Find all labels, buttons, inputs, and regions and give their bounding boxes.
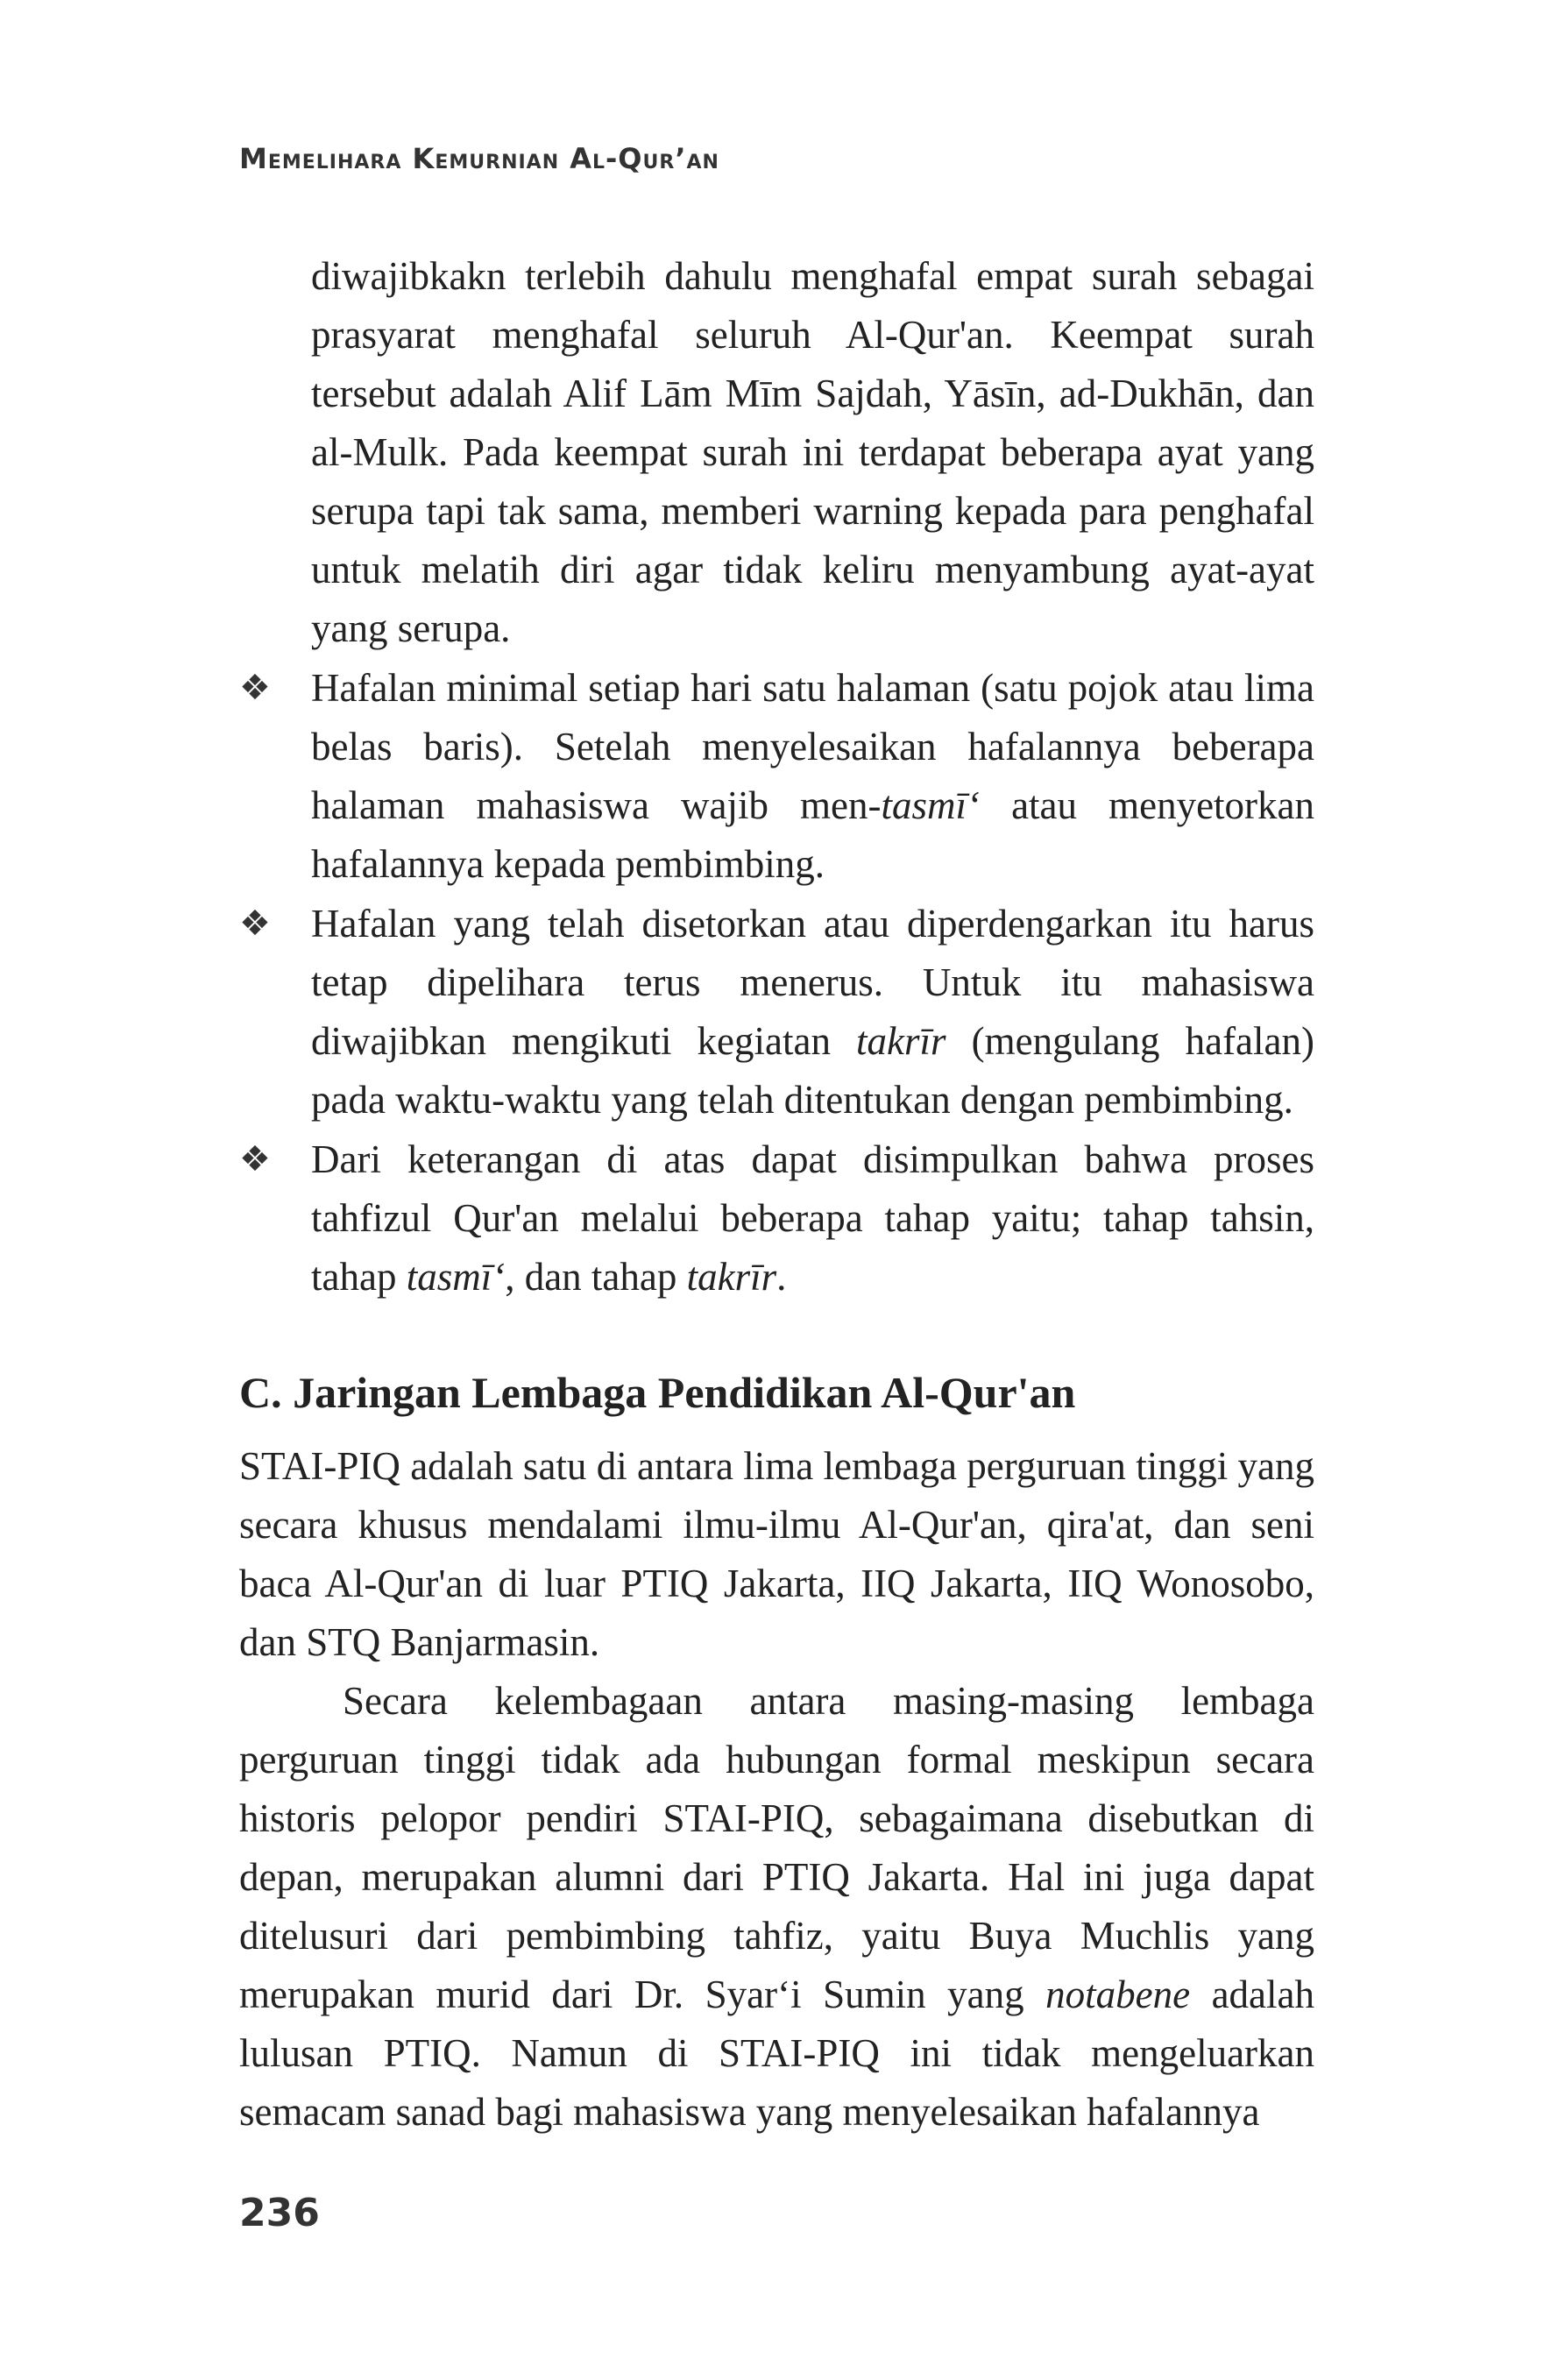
page-number: 236 — [239, 2191, 320, 2235]
bullet-1-text-a: Hafalan minimal setiap hari satu halaman (satu pojok atau lima belas baris). Setelah menyelesaikan hafalannya beberapa halaman mahasiswa wajib men- — [311, 666, 1314, 827]
bullet-2-text-c: (mengulang hafalan) pada waktu-waktu yang telah ditentukan dengan pembimbing. — [311, 1019, 1314, 1122]
bullet-item-2 — [239, 895, 1314, 1130]
diamond-bullet-icon: ❖ — [239, 903, 271, 944]
bullet-1-term: tasmī‘ — [881, 783, 981, 827]
bullet-3-text-a: Dari keterangan di atas dapat disimpulkan bahwa proses tahfizul Qur'an melalui beberapa tahap yaitu; tahap tahsin, tahap — [311, 1137, 1314, 1299]
bullet-2-term: takrīr — [856, 1019, 946, 1063]
bullet-3-term-1: tasmī‘ — [406, 1255, 506, 1299]
bullet-1-text-c: atau menyetorkan hafalannya kepada pembimbing. — [311, 783, 1315, 886]
section-heading: C. Jaringan Lembaga Pendidikan Al-Qur'an — [239, 1368, 1076, 1417]
bullet-3-term-2: takrīr — [686, 1255, 777, 1299]
paragraph-2-text-c: adalah lulusan PTIQ. Namun di STAI-PIQ ini tidak mengeluarkan semacam sanad bagi mahasiswa yang menyelesaikan hafalannya — [239, 1973, 1315, 2134]
paragraph-1: STAI-PIQ adalah satu di antara lima lembaga perguruan tinggi yang secara khusus mendalami ilmu-ilmu Al-Qur'an, qira'at, dan seni baca Al-Qur'an di luar PTIQ Jakarta, IIQ Jakarta, IIQ Wonosobo, dan STQ Banjarmasin. — [239, 1444, 1314, 1664]
bullet-2-text-a: Hafalan yang telah disetorkan atau diperdengarkan itu harus tetap dipelihara terus menerus. Untuk itu mahasiswa diwajibkan mengikuti kegiatan — [311, 902, 1314, 1063]
diamond-bullet-icon: ❖ — [239, 668, 271, 708]
bullet-3-text-c: , dan tahap — [505, 1255, 687, 1299]
bullet-3-text-e: . — [776, 1255, 787, 1299]
diamond-bullet-icon: ❖ — [239, 1139, 271, 1179]
paragraph-2-text-a: Secara kelembagaan antara masing-masing lembaga perguruan tinggi tidak ada hubungan formal meskipun secara historis pelopor pendiri STAI-PIQ, sebagaimana disebutkan di depan, merupakan alumni dari PTIQ Jakarta. Hal ini juga dapat ditelusuri dari pembimbing tahfiz, yaitu Buya Muchlis yang merupakan murid dari Dr. Syar‘i Sumin yang — [239, 1679, 1314, 2016]
running-header: Memelihara Kemurnian Al-Qur’an — [239, 142, 719, 175]
bullet-item-1 — [239, 659, 1315, 894]
continued-paragraph: diwajibkakn terlebih dahulu menghafal empat surah sebagai prasyarat menghafal seluruh Al-Qur'an. Keempat surah tersebut adalah Alif Lām Mīm Sajdah, Yāsīn, ad-Dukhān, dan al-Mulk. Pada keempat surah ini terdapat beberapa ayat yang serupa tapi tak sama, memberi warning kepada para penghafal untuk melatih diri agar tidak keliru menyambung ayat-ayat yang serupa. — [311, 254, 1314, 650]
paragraph-2-term: notabene — [1045, 1973, 1191, 2016]
bullet-item-3 — [239, 1130, 1314, 1307]
paragraph-2 — [239, 1672, 1314, 2142]
